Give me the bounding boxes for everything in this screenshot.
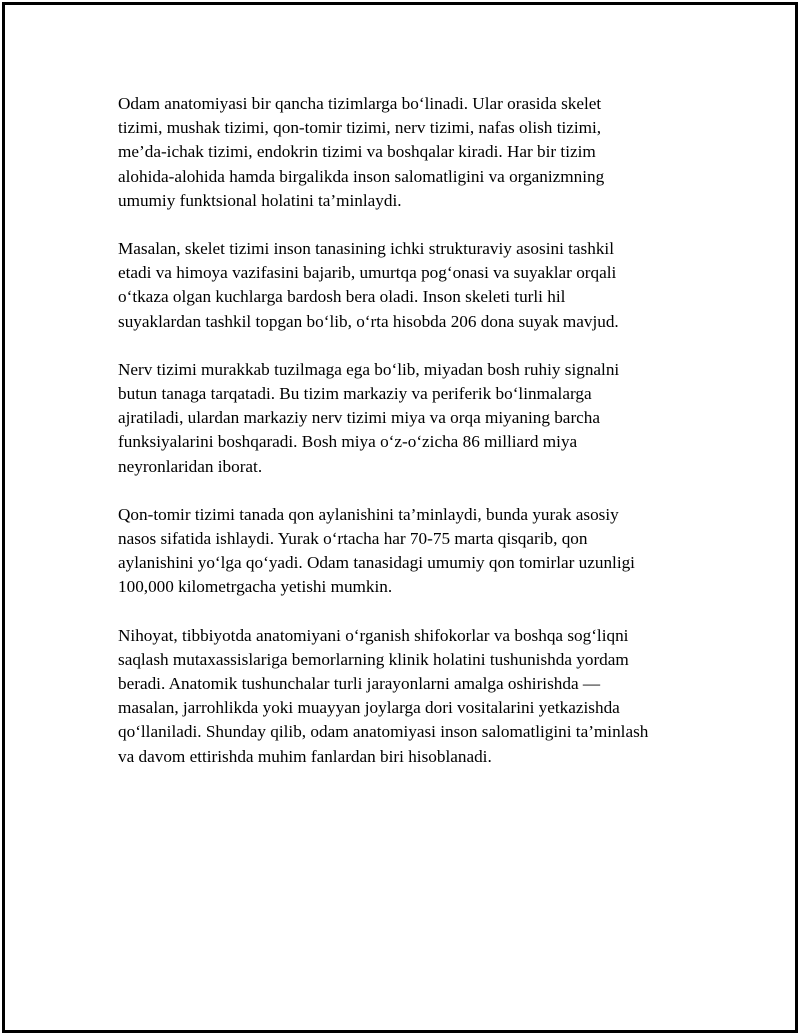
text-line: neyronlaridan iborat. xyxy=(118,456,263,476)
text-line: suyaklardan tashkil topgan bo‘lib, o‘rta hisobda 206 dona suyak mavjud. xyxy=(118,311,619,331)
text-line: qo‘llaniladi. Shunday qilib, odam anatomiyasi inson salomatligini ta’minlash xyxy=(118,722,649,742)
paragraph-3 xyxy=(118,358,708,479)
text-line: o‘tkaza olgan kuchlarga bardosh bera oladi. Inson skeleti turli hil xyxy=(118,287,566,307)
text-line: nasos sifatida ishlaydi. Yurak o‘rtacha har 70-75 marta qisqarib, qon xyxy=(118,529,588,549)
text-line: butun tanaga tarqatadi. Bu tizim markaziy va periferik bo‘linmalarga xyxy=(118,384,592,404)
paragraph-4 xyxy=(118,503,708,600)
text-line: aylanishini yo‘lga qo‘yadi. Odam tanasidagi umumiy qon tomirlar uzunligi xyxy=(118,553,635,573)
text-line: Nihoyat, tibbiyotda anatomiyani o‘rganish shifokorlar va boshqa sog‘liqni xyxy=(118,625,629,645)
text-line: beradi. Anatomik tushunchalar turli jarayonlarni amalga oshirishda — xyxy=(118,674,601,694)
text-line: alohida-alohida hamda birgalikda inson salomatligini va organizmning xyxy=(118,166,605,186)
text-line: etadi va himoya vazifasini bajarib, umurtqa pog‘onasi va suyaklar orqali xyxy=(118,263,617,283)
text-line: masalan, jarrohlikda yoki muayyan joylarga dori vositalarini yetkazishda xyxy=(118,698,620,718)
paragraph-2 xyxy=(118,237,708,334)
document-body xyxy=(118,92,708,793)
text-line: tizimi, mushak tizimi, qon-tomir tizimi, nerv tizimi, nafas olish tizimi, xyxy=(118,118,602,138)
text-line: me’da-ichak tizimi, endokrin tizimi va boshqalar kiradi. Har bir tizim xyxy=(118,142,596,162)
paragraph-5 xyxy=(118,624,708,769)
text-line: saqlash mutaxassislariga bemorlarning klinik holatini tushunishda yordam xyxy=(118,649,629,669)
text-line: umumiy funktsional holatini ta’minlaydi. xyxy=(118,190,402,210)
text-line: Masalan, skelet tizimi inson tanasining ichki strukturaviy asosini tashkil xyxy=(118,239,614,259)
text-line: va davom ettirishda muhim fanlardan biri hisoblanadi. xyxy=(118,746,492,766)
text-line: Odam anatomiyasi bir qancha tizimlarga bo‘linadi. Ular orasida skelet xyxy=(118,94,602,113)
text-line: 100,000 kilometrgacha yetishi mumkin. xyxy=(118,577,393,597)
text-line: funksiyalarini boshqaradi. Bosh miya o‘z-o‘zicha 86 milliard miya xyxy=(118,432,578,452)
text-line: Nerv tizimi murakkab tuzilmaga ega bo‘lib, miyadan bosh ruhiy signalni xyxy=(118,359,620,379)
text-line: Qon-tomir tizimi tanada qon aylanishini ta’minlaydi, bunda yurak asosiy xyxy=(118,504,619,524)
text-line: ajratiladi, ulardan markaziy nerv tizimi miya va orqa miyaning barcha xyxy=(118,408,601,428)
paragraph-1 xyxy=(118,92,708,213)
